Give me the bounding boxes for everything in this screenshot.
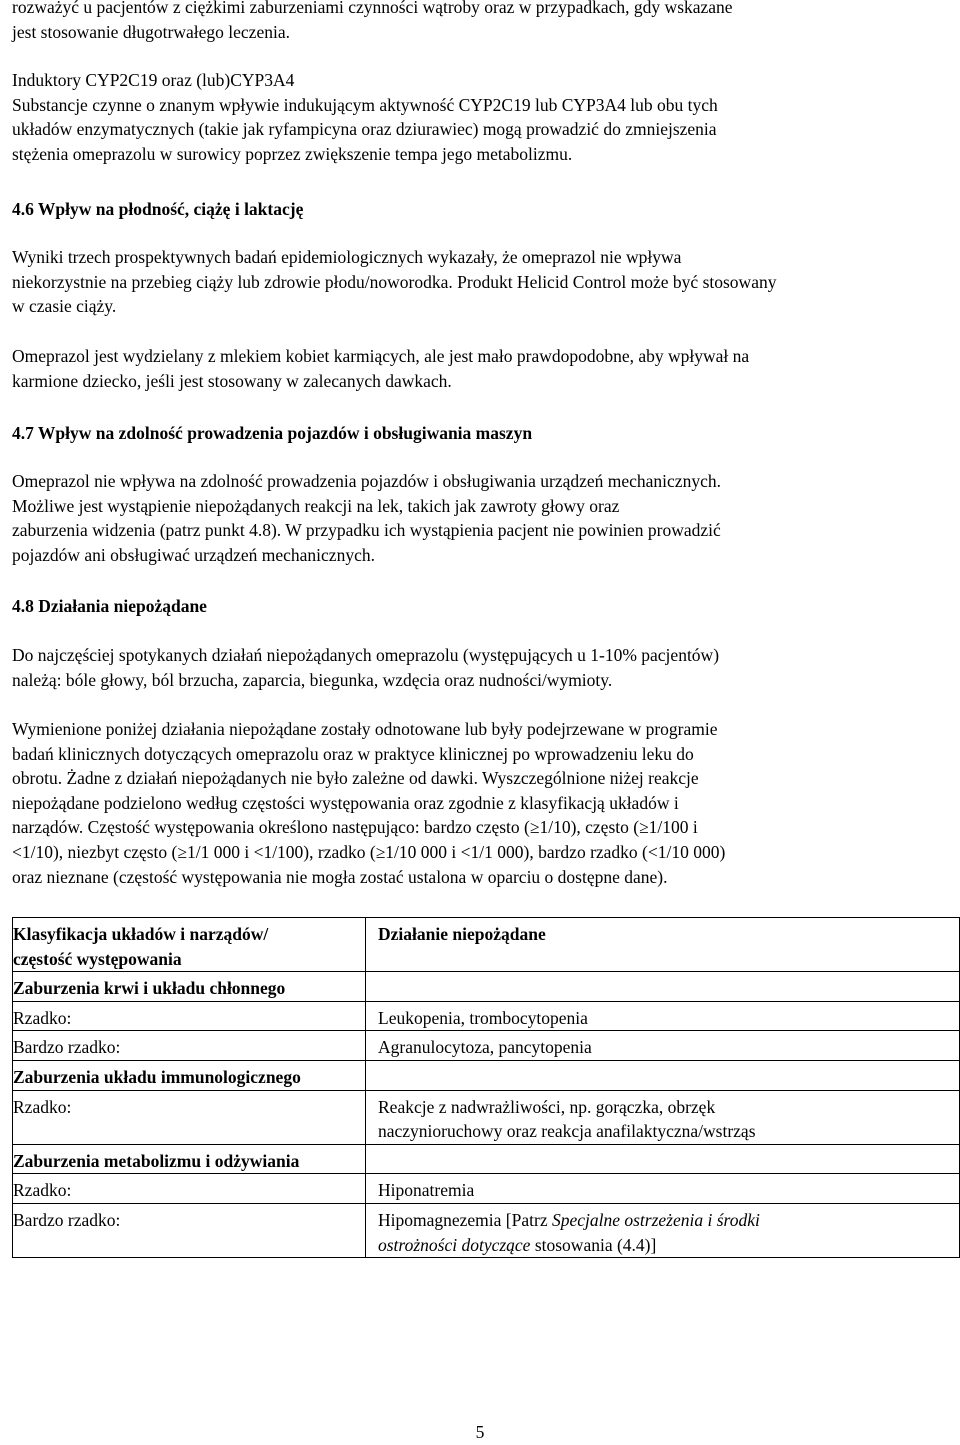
intro-line: rozważyć u pacjentów z ciężkimi zaburzeniami czynności wątroby oraz w przypadkach, gdy wskazane [12, 0, 733, 17]
group-label: Zaburzenia układu immunologicznego [13, 1060, 366, 1090]
paragraph-line: Omeprazol nie wpływa na zdolność prowadzenia pojazdów i obsługiwania urządzeń mechanicznych. [12, 471, 721, 491]
section-4-6-paragraph-1 [12, 245, 952, 319]
effect-cell: Agranulocytoza, pancytopenia [366, 1031, 960, 1061]
effect-line [378, 1208, 959, 1233]
paragraph-line: badań klinicznych dotyczących omeprazolu oraz w praktyce klinicznej po wprowadzeniu leku do [12, 743, 694, 764]
inductors-line: układów enzymatycznych (takie jak ryfampicyna oraz dziurawiec) mogą prowadzić do zmniejszenia [12, 119, 717, 140]
adverse-effects-table [12, 917, 960, 1258]
table-row [13, 1001, 960, 1031]
paragraph-line: Omeprazol jest wydzielany z mlekiem kobiet karmiących, ale jest mało prawdopodobne, aby wpływał na [12, 346, 750, 366]
effect-cell [366, 1203, 960, 1257]
paragraph-line: narządów. Częstość występowania określono następująco: bardzo często (≥1/10), często (≥1/100 i [12, 817, 698, 838]
effect-line [378, 1233, 959, 1258]
table-header-classification [13, 918, 366, 972]
paragraph-line: oraz nieznane (częstość występowania nie mogła zostać ustalona w oparciu o dostępne dane). [12, 866, 668, 887]
paragraph-line: Możliwe jest wystąpienie niepożądanych reakcji na lek, takich jak zawroty głowy oraz [12, 495, 620, 516]
group-empty-cell [366, 1060, 960, 1090]
inductors-title: Induktory CYP2C19 oraz (lub)CYP3A4 [12, 70, 295, 90]
table-row [13, 1031, 960, 1061]
frequency-cell: Rzadko: [13, 1001, 366, 1031]
paragraph-line: pojazdów ani obsługiwać urządzeń mechanicznych. [12, 544, 375, 565]
section-4-8-heading: 4.8 Działania niepożądane [12, 596, 207, 616]
table-header-effect [366, 918, 960, 972]
effect-text: Hipomagnezemia [Patrz [378, 1209, 552, 1230]
table-group-row [13, 1060, 960, 1090]
group-empty-cell [366, 972, 960, 1002]
paragraph-line: Wymienione poniżej działania niepożądane zostały odnotowane lub były podejrzewane w programie [12, 719, 718, 739]
frequency-cell: Bardzo rzadko: [13, 1203, 366, 1257]
page-number: 5 [475, 1422, 485, 1442]
group-label: Zaburzenia metabolizmu i odżywiania [13, 1144, 366, 1174]
frequency-cell: Rzadko: [13, 1174, 366, 1204]
table-group-row [13, 972, 960, 1002]
inductors-line: stężenia omeprazolu w surowicy poprzez zwiększenie tempa jego metabolizmu. [12, 143, 573, 164]
effect-cell [366, 1090, 960, 1144]
paragraph-line: w czasie ciąży. [12, 296, 117, 317]
section-4-6-heading: 4.6 Wpływ na płodność, ciążę i laktację [12, 199, 304, 219]
frequency-cell: Rzadko: [13, 1090, 366, 1144]
intro-paragraph [12, 0, 952, 44]
table-row [13, 1174, 960, 1204]
effect-line: naczynioruchowy oraz reakcja anafilaktyczna/wstrząs [378, 1121, 756, 1142]
paragraph-line: Do najczęściej spotykanych działań niepożądanych omeprazolu (występujących u 1-10% pacjentów) [12, 645, 720, 665]
paragraph-line: zaburzenia widzenia (patrz punkt 4.8). W przypadku ich wystąpienia pacjent nie powinien prowadzić [12, 520, 721, 541]
paragraph-line: należą: bóle głowy, ból brzucha, zaparcia, biegunka, wzdęcia oraz nudności/wymioty. [12, 669, 613, 690]
paragraph-line: <1/10), niezbyt często (≥1/1 000 i <1/100), rzadko (≥1/10 000 i <1/1 000), bardzo rzadko (<1/10 000) [12, 841, 726, 862]
intro-line: jest stosowanie długotrwałego leczenia. [12, 21, 290, 42]
effect-text-italic: ostrożności dotyczące [378, 1234, 531, 1255]
table-header-row [13, 918, 960, 972]
inductors-line: Substancje czynne o znanym wpływie indukującym aktywność CYP2C19 lub CYP3A4 lub obu tych [12, 94, 718, 115]
section-4-8-paragraph-1 [12, 643, 952, 692]
effect-cell: Hiponatremia [366, 1174, 960, 1204]
paragraph-line: karmione dziecko, jeśli jest stosowany w zalecanych dawkach. [12, 370, 452, 391]
table-group-row [13, 1144, 960, 1174]
table-row [13, 1203, 960, 1257]
header-text: Działanie niepożądane [378, 924, 546, 944]
section-4-7-paragraph [12, 469, 952, 567]
group-label: Zaburzenia krwi i układu chłonnego [13, 972, 366, 1002]
inductors-paragraph [12, 68, 952, 166]
section-4-6-paragraph-2 [12, 344, 952, 393]
section-4-8-paragraph-2 [12, 717, 952, 889]
paragraph-line: obrotu. Żadne z działań niepożądanych nie było zależne od dawki. Wyszczególnione niżej reakcje [12, 768, 699, 789]
effect-text-italic: Specjalne ostrzeżenia i środki [551, 1209, 760, 1230]
paragraph-line: niepożądane podzielono według częstości występowania oraz zgodnie z klasyfikacją układów i [12, 792, 679, 813]
paragraph-line: Wyniki trzech prospektywnych badań epidemiologicznych wykazały, że omeprazol nie wpływa [12, 247, 682, 267]
group-empty-cell [366, 1144, 960, 1174]
effect-line: Reakcje z nadwrażliwości, np. gorączka, obrzęk [378, 1096, 716, 1117]
frequency-cell: Bardzo rzadko: [13, 1031, 366, 1061]
section-4-7-heading: 4.7 Wpływ na zdolność prowadzenia pojazdów i obsługiwania maszyn [12, 423, 533, 443]
header-text: Klasyfikacja układów i narządów/ [13, 924, 269, 944]
header-text: częstość występowania [13, 948, 182, 969]
table-row [13, 1090, 960, 1144]
paragraph-line: niekorzystnie na przebieg ciąży lub zdrowie płodu/noworodka. Produkt Helicid Control może być stosowany [12, 271, 777, 292]
effect-text: stosowania (4.4)] [530, 1234, 657, 1255]
effect-cell: Leukopenia, trombocytopenia [366, 1001, 960, 1031]
